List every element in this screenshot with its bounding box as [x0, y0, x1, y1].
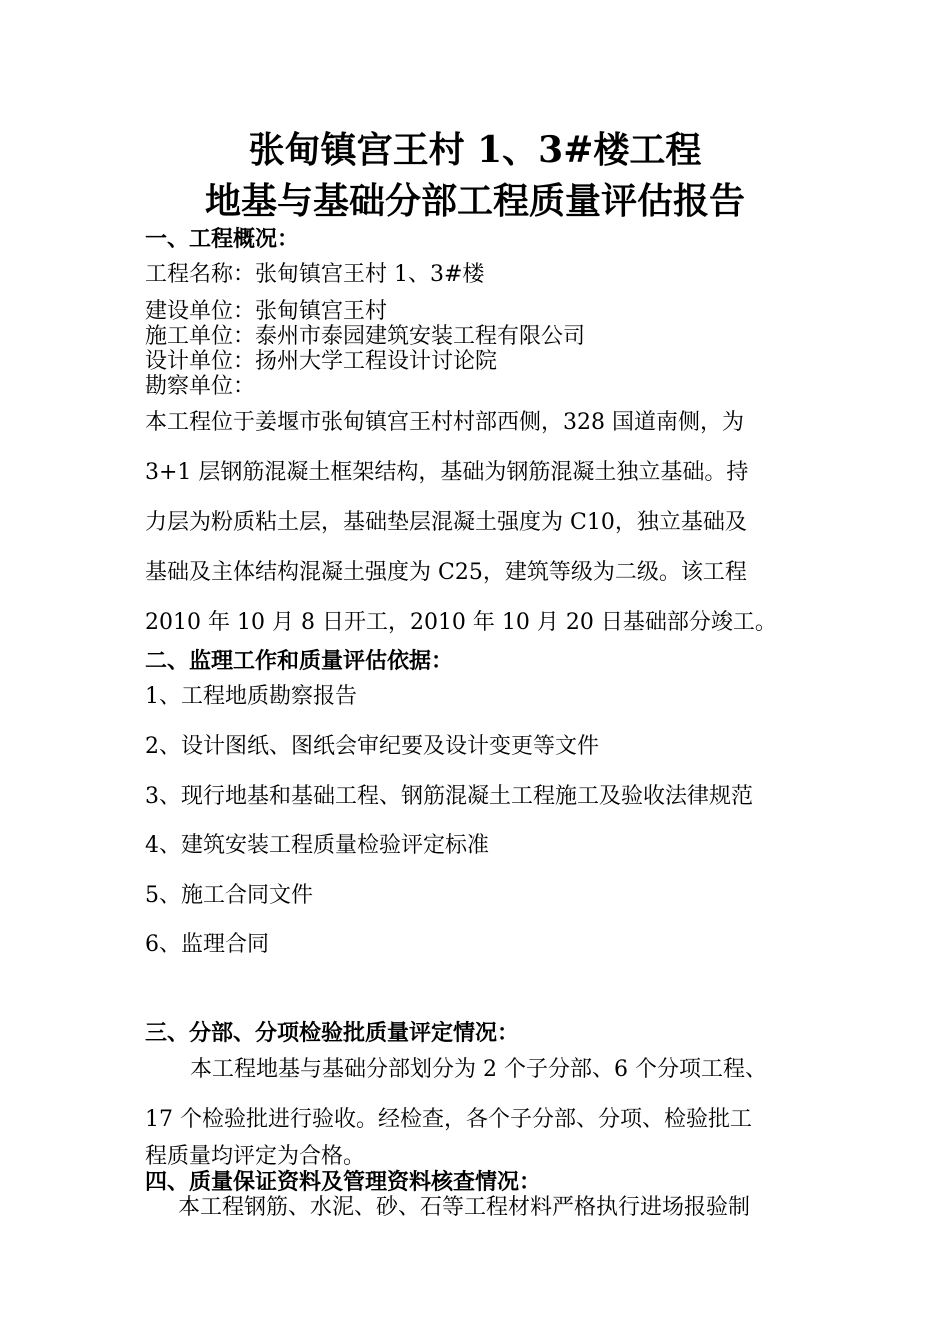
basis-item: 1、工程地质勘察报告: [145, 684, 357, 709]
basis-item: 4、建筑安装工程质量检验评定标准: [145, 833, 489, 858]
overview-paragraph-line: 基础及主体结构混凝土强度为 C25，建筑等级为二级。该工程: [145, 560, 747, 585]
data-check-paragraph-line: 本工程钢筋、水泥、砂、石等工程材料严格执行进场报验制: [178, 1195, 751, 1220]
contractor-unit: 施工单位：泰州市泰园建筑安装工程有限公司: [145, 324, 586, 349]
section4-heading: 四、质量保证资料及管理资料核查情况：: [145, 1169, 542, 1195]
section2-heading: 二、监理工作和质量评估依据：: [145, 648, 454, 674]
evaluation-paragraph-line: 本工程地基与基础分部划分为 2 个子分部、6 个分项工程、: [190, 1057, 767, 1082]
evaluation-paragraph-line: 17 个检验批进行验收。经检查，各个子分部、分项、检验批工: [145, 1107, 752, 1132]
report-title-line1: 张甸镇宫王村 1、3#楼工程: [248, 129, 702, 171]
overview-paragraph-line: 本工程位于姜堰市张甸镇宫王村村部西侧，328 国道南侧，为: [145, 410, 744, 435]
section3-heading: 三、分部、分项检验批质量评定情况：: [145, 1020, 520, 1046]
basis-item: 6、监理合同: [145, 932, 269, 957]
project-name: 工程名称：张甸镇宫王村 1、3#楼: [145, 262, 485, 287]
survey-unit: 勘察单位：: [145, 374, 256, 399]
report-title-line2: 地基与基础分部工程质量评估报告: [204, 180, 745, 222]
basis-item: 5、施工合同文件: [145, 883, 313, 908]
evaluation-paragraph-line: 程质量均评定为合格。: [145, 1144, 366, 1169]
overview-paragraph-line: 3+1 层钢筋混凝土框架结构，基础为钢筋混凝土独立基础。持: [145, 460, 749, 485]
builder-unit: 建设单位：张甸镇宫王村: [145, 299, 388, 324]
overview-paragraph-line: 2010 年 10 月 8 日开工，2010 年 10 月 20 日基础部分竣工。: [145, 610, 777, 635]
design-unit: 设计单位：扬州大学工程设计讨论院: [145, 349, 498, 374]
basis-item: 3、现行地基和基础工程、钢筋混凝土工程施工及验收法律规范: [145, 784, 753, 809]
section1-heading: 一、工程概况：: [145, 226, 300, 252]
basis-item: 2、设计图纸、图纸会审纪要及设计变更等文件: [145, 734, 599, 759]
overview-paragraph-line: 力层为粉质粘土层，基础垫层混凝土强度为 C10，独立基础及: [145, 510, 747, 535]
